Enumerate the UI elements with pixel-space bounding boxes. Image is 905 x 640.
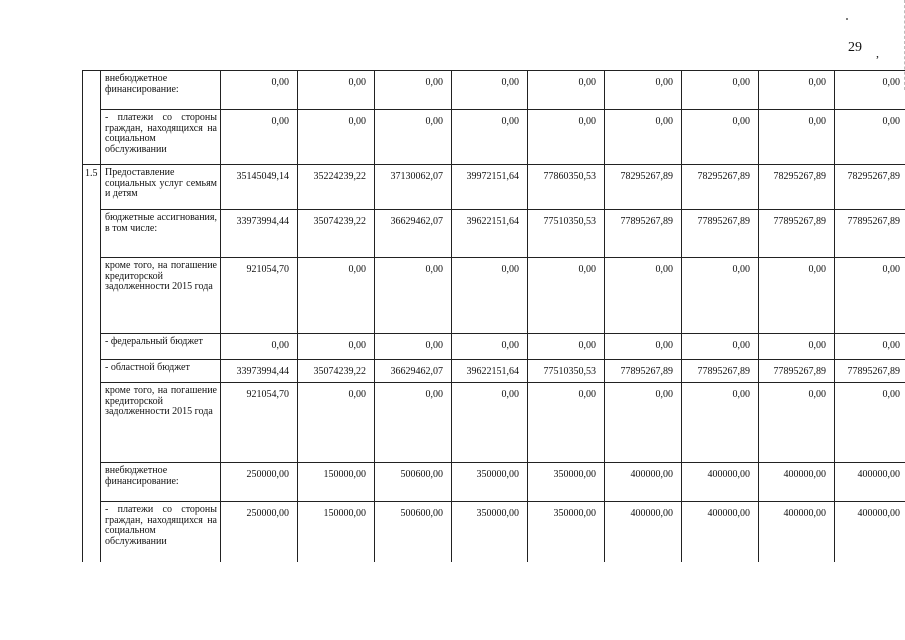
value-cell: 0,00 xyxy=(221,110,298,165)
row-label-cell: кроме того, на погашение кредиторской задолженности 2015 года xyxy=(101,383,221,463)
row-number-cell xyxy=(83,210,101,258)
value-cell: 35074239,22 xyxy=(298,210,375,258)
value-cell: 150000,00 xyxy=(298,502,375,562)
row-label-cell: - федеральный бюджет xyxy=(101,334,221,360)
value-cell: 0,00 xyxy=(375,71,452,110)
value-cell: 0,00 xyxy=(375,383,452,463)
table-row xyxy=(83,463,905,502)
value-cell: 400000,00 xyxy=(759,463,835,502)
value-cell: 0,00 xyxy=(682,71,759,110)
value-cell: 0,00 xyxy=(221,71,298,110)
row-number-cell xyxy=(83,463,101,502)
table-row xyxy=(83,258,905,334)
value-cell: 0,00 xyxy=(452,383,528,463)
table-row xyxy=(83,334,905,360)
value-cell: 0,00 xyxy=(528,71,605,110)
table-row xyxy=(83,71,905,110)
row-label-cell: внебюджетное финансирование: xyxy=(101,463,221,502)
value-cell: 0,00 xyxy=(759,383,835,463)
value-cell: 77895267,89 xyxy=(759,210,835,258)
value-cell: 0,00 xyxy=(605,71,682,110)
row-label-cell: бюджетные ассигнования, в том числе: xyxy=(101,210,221,258)
value-cell: 0,00 xyxy=(528,383,605,463)
value-cell: 36629462,07 xyxy=(375,210,452,258)
value-cell: 0,00 xyxy=(682,258,759,334)
budget-table xyxy=(82,70,905,562)
value-cell: 0,00 xyxy=(835,334,905,360)
value-cell: 0,00 xyxy=(298,110,375,165)
value-cell: 35074239,22 xyxy=(298,360,375,383)
value-cell: 400000,00 xyxy=(682,463,759,502)
value-cell: 0,00 xyxy=(528,110,605,165)
value-cell: 39622151,64 xyxy=(452,210,528,258)
value-cell: 150000,00 xyxy=(298,463,375,502)
value-cell: 37130062,07 xyxy=(375,165,452,210)
value-cell: 0,00 xyxy=(452,334,528,360)
value-cell: 0,00 xyxy=(682,334,759,360)
value-cell: 350000,00 xyxy=(452,463,528,502)
value-cell: 0,00 xyxy=(682,110,759,165)
value-cell: 400000,00 xyxy=(835,463,905,502)
value-cell: 77860350,53 xyxy=(528,165,605,210)
value-cell: 77895267,89 xyxy=(835,210,905,258)
row-label-cell: кроме того, на погашение кредиторской задолженности 2015 года xyxy=(101,258,221,334)
value-cell: 400000,00 xyxy=(605,502,682,562)
value-cell: 35145049,14 xyxy=(221,165,298,210)
value-cell: 350000,00 xyxy=(528,502,605,562)
value-cell: 39972151,64 xyxy=(452,165,528,210)
value-cell: 77895267,89 xyxy=(682,360,759,383)
row-label-cell: - платежи со стороны граждан, находящихся на социальном обслуживании xyxy=(101,110,221,165)
row-number-cell xyxy=(83,383,101,463)
value-cell: 0,00 xyxy=(298,71,375,110)
table-row xyxy=(83,383,905,463)
value-cell: 77895267,89 xyxy=(682,210,759,258)
value-cell: 78295267,89 xyxy=(682,165,759,210)
value-cell: 77895267,89 xyxy=(759,360,835,383)
value-cell: 78295267,89 xyxy=(759,165,835,210)
row-label-cell: внебюджетное финансирование: xyxy=(101,71,221,110)
value-cell: 0,00 xyxy=(605,258,682,334)
value-cell: 0,00 xyxy=(605,383,682,463)
value-cell: 77895267,89 xyxy=(835,360,905,383)
value-cell: 0,00 xyxy=(298,258,375,334)
value-cell: 400000,00 xyxy=(682,502,759,562)
value-cell: 0,00 xyxy=(605,110,682,165)
table-row xyxy=(83,110,905,165)
row-label-cell: Предоставление социальных услуг семьям и детям xyxy=(101,165,221,210)
row-number-cell xyxy=(83,360,101,383)
value-cell: 33973994,44 xyxy=(221,210,298,258)
value-cell: 350000,00 xyxy=(528,463,605,502)
value-cell: 0,00 xyxy=(682,383,759,463)
value-cell: 39622151,64 xyxy=(452,360,528,383)
value-cell: 0,00 xyxy=(221,334,298,360)
value-cell: 0,00 xyxy=(835,71,905,110)
row-number-cell: 1.5 xyxy=(83,165,101,210)
value-cell: 0,00 xyxy=(375,334,452,360)
value-cell: 0,00 xyxy=(298,383,375,463)
value-cell: 0,00 xyxy=(452,110,528,165)
row-label-cell: - платежи со стороны граждан, находящихся на социальном обслуживании xyxy=(101,502,221,562)
value-cell: 400000,00 xyxy=(759,502,835,562)
value-cell: 0,00 xyxy=(528,334,605,360)
value-cell: 0,00 xyxy=(375,110,452,165)
value-cell: 500600,00 xyxy=(375,502,452,562)
table-row xyxy=(83,360,905,383)
value-cell: 0,00 xyxy=(759,71,835,110)
value-cell: 0,00 xyxy=(835,258,905,334)
value-cell: 400000,00 xyxy=(605,463,682,502)
page-number: 29 xyxy=(848,40,862,55)
value-cell: 0,00 xyxy=(835,383,905,463)
value-cell: 0,00 xyxy=(835,110,905,165)
value-cell: 78295267,89 xyxy=(605,165,682,210)
table-row xyxy=(83,165,905,210)
value-cell: 0,00 xyxy=(759,110,835,165)
table-body xyxy=(83,71,905,562)
value-cell: 921054,70 xyxy=(221,258,298,334)
value-cell: 0,00 xyxy=(759,334,835,360)
row-number-cell xyxy=(83,71,101,110)
value-cell: 0,00 xyxy=(375,258,452,334)
value-cell: 77895267,89 xyxy=(605,210,682,258)
value-cell: 500600,00 xyxy=(375,463,452,502)
table-row xyxy=(83,502,905,562)
value-cell: 77510350,53 xyxy=(528,210,605,258)
value-cell: 0,00 xyxy=(298,334,375,360)
row-label-cell: - областной бюджет xyxy=(101,360,221,383)
value-cell: 0,00 xyxy=(452,258,528,334)
value-cell: 921054,70 xyxy=(221,383,298,463)
value-cell: 33973994,44 xyxy=(221,360,298,383)
value-cell: 400000,00 xyxy=(835,502,905,562)
value-cell: 36629462,07 xyxy=(375,360,452,383)
value-cell: 77895267,89 xyxy=(605,360,682,383)
table-row xyxy=(83,210,905,258)
row-number-cell xyxy=(83,110,101,165)
row-number-cell xyxy=(83,502,101,562)
value-cell: 78295267,89 xyxy=(835,165,905,210)
page-mark: , xyxy=(876,46,879,60)
value-cell: 250000,00 xyxy=(221,502,298,562)
value-cell: 250000,00 xyxy=(221,463,298,502)
value-cell: 0,00 xyxy=(759,258,835,334)
row-number-cell xyxy=(83,258,101,334)
value-cell: 35224239,22 xyxy=(298,165,375,210)
value-cell: 0,00 xyxy=(528,258,605,334)
row-number-cell xyxy=(83,334,101,360)
scan-speck xyxy=(846,18,848,20)
value-cell: 0,00 xyxy=(605,334,682,360)
value-cell: 77510350,53 xyxy=(528,360,605,383)
value-cell: 350000,00 xyxy=(452,502,528,562)
value-cell: 0,00 xyxy=(452,71,528,110)
